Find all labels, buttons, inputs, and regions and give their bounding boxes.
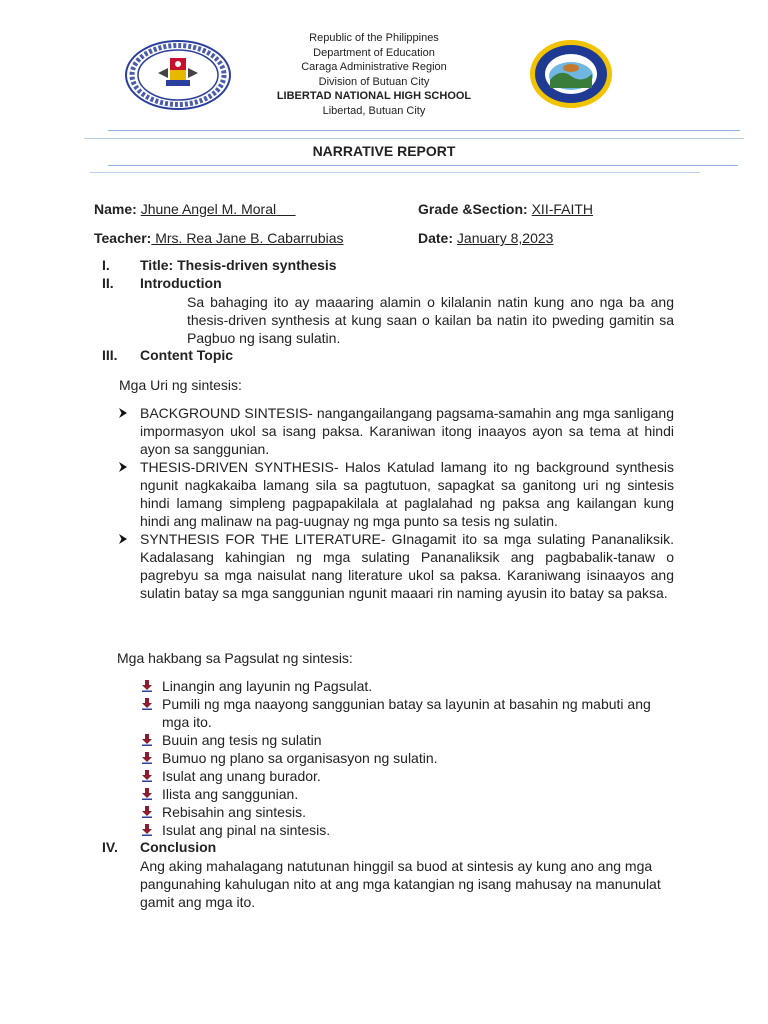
list-item: [118, 530, 674, 602]
letterhead: [240, 31, 508, 118]
list-item: [118, 458, 674, 530]
list-item-text: BACKGROUND SINTESIS- nangangailangang pagsama-samahin ang mga sanligang impormasyon ukol sa isang paksa. Karaniwan itong inaayos ayon sa tema at hindi ayon sa sanggunian.: [140, 405, 674, 457]
section-number: I.: [102, 257, 110, 273]
section-title: Title: Thesis-driven synthesis: [140, 257, 337, 273]
list-item: [137, 749, 674, 767]
header-rule: [108, 130, 740, 131]
section-title: Introduction: [140, 275, 222, 291]
section-number: II.: [102, 275, 114, 291]
list-item-text: Buuin ang tesis ng sulatin: [162, 732, 322, 748]
teacher-label: Teacher:: [94, 230, 152, 246]
arrow-down-bullet-icon: [141, 770, 153, 782]
list-item: [118, 404, 674, 458]
synthesis-types-list: [118, 404, 674, 602]
letterhead-line-4: Division of Butuan City: [318, 75, 430, 88]
date-value: January 8,2023: [456, 230, 554, 246]
grade-section-field: [418, 201, 593, 217]
list-item: [137, 821, 674, 839]
list-item: [137, 731, 674, 749]
conclusion-text: Ang aking mahalagang natutunan hinggil sa buod at sintesis ay kung ano ang mga pangunahing kahulugan nito at ang mga katangian ng isang mahusay na manunulat gamit ang mga ito.: [140, 858, 661, 910]
introduction-text: Sa bahaging ito ay maaaring alamin o kilalanin natin kung ano nga ba ang thesis-driven synthesis at kung saan o kailan ba natin ito pweding gamitin sa Pagbuo ng isang sulatin.: [187, 294, 674, 346]
section-heading: [102, 347, 233, 363]
name-label: Name:: [94, 201, 137, 217]
teacher-field: [94, 230, 344, 246]
school-seal-icon: [528, 38, 614, 110]
list-item: [137, 785, 674, 803]
list-item-text: Isulat ang unang burador.: [162, 768, 321, 784]
list-item-text: THESIS-DRIVEN SYNTHESIS- Halos Katulad lamang ito ng background synthesis ngunit nagkakaiba lamang sila sa pagtutuon, sapagkat sa ganitong uri ng sintesis hindi lamang simpleng pagpapakilala at paglalahad ng paksa ang kailangan kung hindi ang malinaw na pag-uugnay ng mga punto sa tesis ng sulatin.: [140, 459, 674, 529]
teacher-value: Mrs. Rea Jane B. Cabarrubias: [151, 230, 344, 246]
list-item: [137, 677, 674, 695]
arrow-down-bullet-icon: [141, 788, 153, 800]
grade-section-value: XII-FAITH: [531, 201, 594, 217]
school-name: LIBERTAD NATIONAL HIGH SCHOOL: [276, 90, 472, 102]
arrow-down-bullet-icon: [141, 698, 153, 710]
report-title: NARRATIVE REPORT: [312, 143, 456, 159]
grade-section-label: Grade &Section:: [418, 201, 528, 217]
section-heading: [102, 257, 337, 273]
arrow-down-bullet-icon: [141, 806, 153, 818]
date-label: Date:: [418, 230, 454, 246]
writing-steps-list: [137, 677, 674, 839]
deped-seal-icon: [124, 40, 232, 110]
letterhead-line-3: Caraga Administrative Region: [301, 61, 447, 73]
steps-intro: Mga hakbang sa Pagsulat ng sintesis:: [117, 650, 353, 666]
arrow-down-bullet-icon: [141, 752, 153, 764]
school-address: Libertad, Butuan City: [322, 104, 426, 117]
title-rule: [108, 165, 738, 166]
name-field: [94, 201, 296, 217]
arrow-bullet-icon: [118, 462, 128, 472]
arrow-down-bullet-icon: [141, 824, 153, 836]
list-item-text: Ilista ang sanggunian.: [162, 786, 299, 802]
list-item-text: Rebisahin ang sintesis.: [162, 804, 306, 820]
list-item-text: Pumili ng mga naayong sanggunian batay sa layunin at basahin ng mabuti ang mga ito.: [162, 696, 651, 730]
section-title: Content Topic: [140, 347, 234, 363]
letterhead-line-1: Republic of the Philippines: [309, 32, 439, 44]
section-heading: [102, 839, 216, 855]
list-item: [137, 767, 674, 785]
list-item-text: Linangin ang layunin ng Pagsulat.: [162, 678, 373, 694]
list-item-text: SYNTHESIS FOR THE LITERATURE- GInagamit ito sa mga sulating Pananaliksik. Kadalasang kahingian ng mga sulating Pananaliksik ang pagbabalik-tanaw o pagrebyu sa mga naisulat nang literature ukol sa paksa. Karaniwang isinaayos ang sulatin batay sa mga sanggunian ngunit maaari rin naming ayusin ito batay sa paksa.: [140, 531, 674, 601]
header-rule: [84, 138, 744, 139]
list-item: [137, 695, 674, 731]
arrow-bullet-icon: [118, 408, 128, 418]
section-heading: [102, 275, 222, 291]
date-field: [418, 230, 553, 246]
arrow-bullet-icon: [118, 534, 128, 544]
name-value: Jhune Angel M. Moral: [140, 201, 277, 217]
list-item-text: Isulat ang pinal na sintesis.: [162, 822, 331, 838]
section-title: Conclusion: [140, 839, 217, 855]
section-number: IV.: [102, 839, 118, 855]
section-number: III.: [102, 347, 118, 363]
arrow-down-bullet-icon: [141, 680, 153, 692]
types-intro: Mga Uri ng sintesis:: [119, 377, 242, 393]
list-item-text: Bumuo ng plano sa organisasyon ng sulatin.: [162, 750, 438, 766]
list-item: [137, 803, 674, 821]
name-underline-pad: [276, 201, 295, 217]
arrow-down-bullet-icon: [141, 734, 153, 746]
letterhead-line-2: Department of Education: [313, 46, 435, 59]
title-rule: [90, 172, 700, 173]
